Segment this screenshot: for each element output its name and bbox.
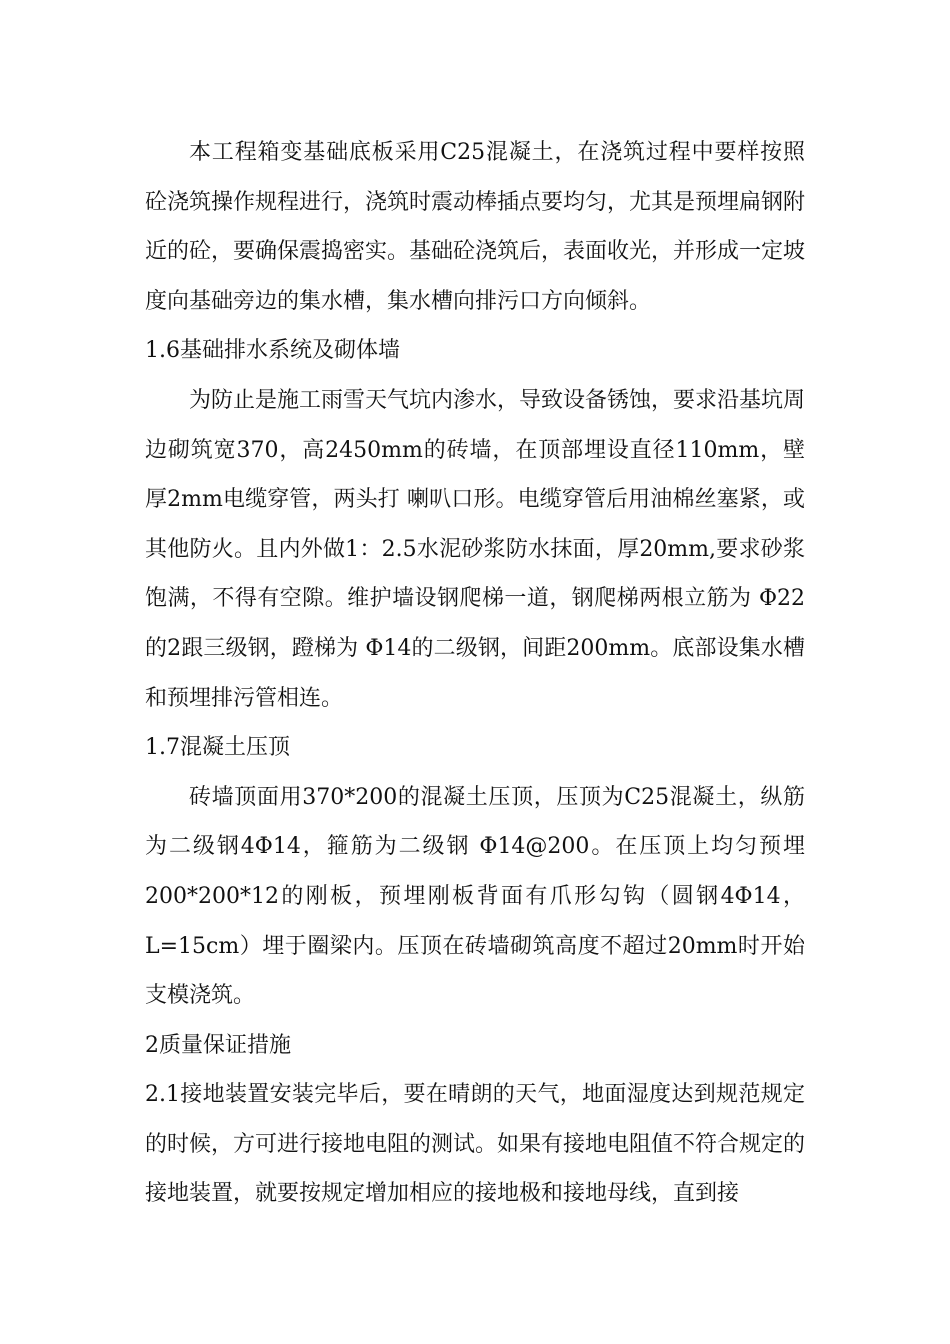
section-heading-1-6: 1.6基础排水系统及砌体墙	[145, 338, 400, 364]
paragraph-drainage-wall: 为防止是施工雨雪天气坑内渗水，导致设备锈蚀，要求沿基坑周边砌筑宽370，高2450mm的砖墙，在顶部埋设直径110mm，壁厚2mm电缆穿管，两头打 喇叭口形。电缆穿管后用油棉丝塞紧，或其他防火。且内外做1：2.5水泥砂浆防水抹面，厚20mm,要求砂浆饱满，不得有空隙。维护墙设钢爬梯一道，钢爬梯两根立筋为 Φ22的2跟三级钢，蹬梯为 Φ14的二级钢，间距200mm。底部设集水槽和预埋排污管相连。	[145, 387, 806, 711]
paragraph-grounding-test: 2.1接地装置安装完毕后，要在晴朗的天气，地面湿度达到规范规定的时候，方可进行接地电阻的测试。如果有接地电阻值不符合规定的接地装置，就要按规定增加相应的接地极和接地母线，直到接	[145, 1082, 806, 1207]
section-heading-1-7: 1.7混凝土压顶	[145, 735, 290, 761]
document-body	[145, 128, 805, 1219]
paragraph-foundation-pouring: 本工程箱变基础底板采用C25混凝土，在浇筑过程中要样按照砼浇筑操作规程进行，浇筑时震动棒插点要均匀，尤其是预埋扁钢附近的砼，要确保震捣密实。基础砼浇筑后，表面收光，并形成一定坡度向基础旁边的集水槽，集水槽向排污口方向倾斜。	[145, 140, 806, 314]
paragraph-concrete-coping: 砖墙顶面用370*200的混凝土压顶，压顶为C25混凝土，纵筋为二级钢4Φ14，箍筋为二级钢 Φ14@200。在压顶上均匀预埋200*200*12的刚板，预埋刚板背面有爪形勾钩（圆钢4Φ14，L=15cm）埋于圈梁内。压顶在砖墙砌筑高度不超过20mm时开始支模浇筑。	[145, 784, 805, 1009]
section-heading-2: 2质量保证措施	[145, 1032, 291, 1058]
